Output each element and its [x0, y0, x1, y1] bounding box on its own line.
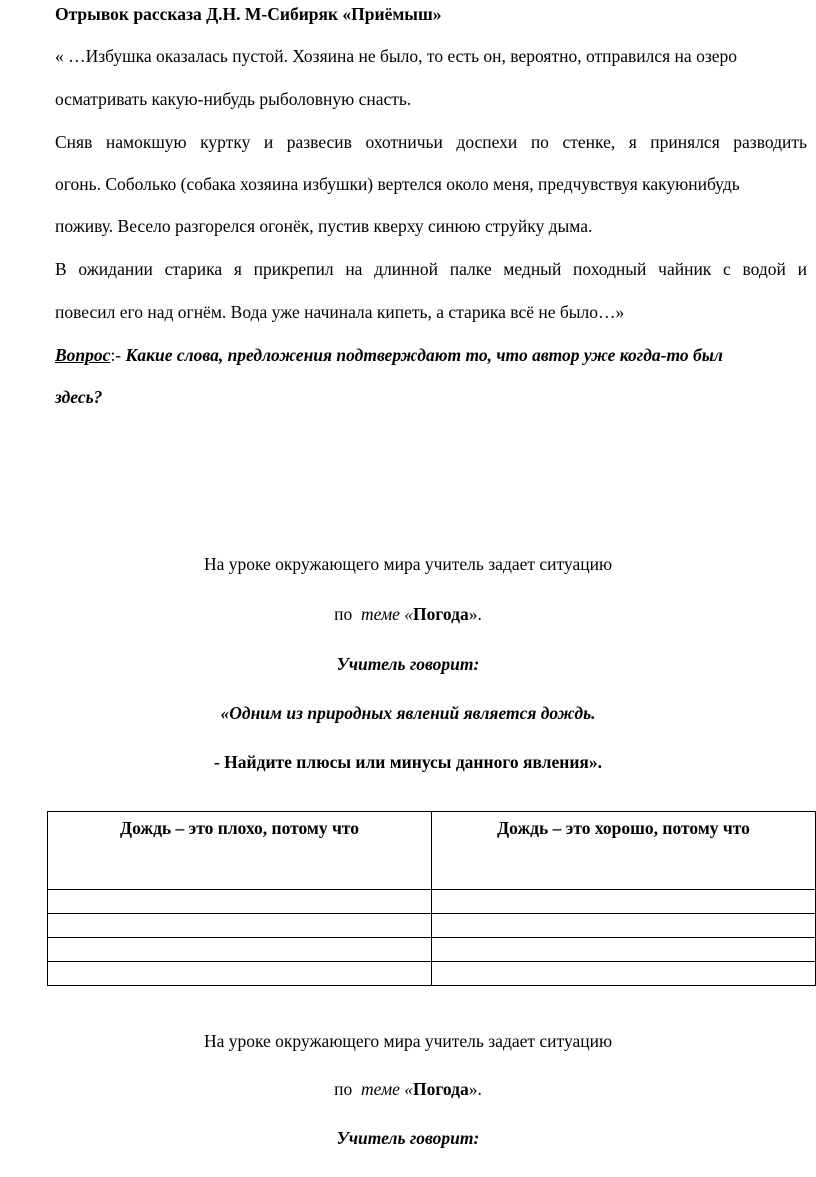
excerpt-p2-line1: Сняв намокшую куртку и развесив охотничьи доспехи по стенке, я принялся разводить: [55, 132, 807, 152]
task1-topic: по теме «Погода».: [334, 604, 482, 624]
table-row: [48, 938, 816, 962]
question-label: Вопрос: [55, 345, 111, 365]
table-cell[interactable]: [432, 914, 816, 938]
rain-pros-cons-table: [47, 811, 816, 986]
table-row: [48, 962, 816, 986]
table-cell[interactable]: [48, 914, 432, 938]
table-cell[interactable]: [432, 962, 816, 986]
excerpt-p2-line3: поживу. Весело разгорелся огонёк, пустив кверху синюю струйку дыма.: [55, 216, 593, 236]
excerpt-p2-line2: огонь. Соболько (собака хозяина избушки) вертелся около меня, предчувствуя какуюнибудь: [55, 174, 740, 194]
question: [55, 344, 723, 366]
excerpt-p1-line2: осматривать какую-нибудь рыболовную снасть.: [55, 89, 412, 109]
table-header-row: [48, 812, 816, 890]
excerpt-title: Отрывок рассказа Д.Н. М-Сибиряк «Приёмыш»: [55, 4, 442, 24]
col-good-header: Дождь – это хорошо, потому что: [432, 812, 816, 890]
task2-teacher-says: Учитель говорит:: [336, 1128, 480, 1148]
table-row: [48, 890, 816, 914]
table-row: [48, 914, 816, 938]
excerpt-p1-line1: « …Избушка оказалась пустой. Хозяина не было, то есть он, вероятно, отправился на озеро: [55, 46, 737, 66]
table-cell[interactable]: [48, 938, 432, 962]
excerpt-p3-line2: повесил его над огнём. Вода уже начинала кипеть, а старика всё не было…»: [55, 302, 625, 322]
table-cell[interactable]: [432, 938, 816, 962]
col-bad-header: Дождь – это плохо, потому что: [48, 812, 432, 890]
question-text: Какие слова, предложения подтверждают то, что автор уже когда-то был: [125, 345, 723, 365]
task1-quote: «Одним из природных явлений является дождь.: [220, 703, 596, 723]
table-cell[interactable]: [48, 962, 432, 986]
question-sep: :-: [110, 345, 122, 365]
table-cell[interactable]: [48, 890, 432, 914]
table-cell[interactable]: [432, 890, 816, 914]
task2-intro: На уроке окружающего мира учитель задает ситуацию: [203, 1031, 613, 1051]
task1-instruction: - Найдите плюсы или минусы данного явления».: [213, 752, 603, 772]
task1-teacher-says: Учитель говорит:: [336, 654, 480, 674]
question-text-cont: здесь?: [55, 387, 103, 407]
task2-topic: по теме «Погода».: [334, 1079, 482, 1099]
excerpt-p3-line1: В ожидании старика я прикрепил на длинной палке медный походный чайник с водой и: [55, 259, 807, 279]
task1-intro: На уроке окружающего мира учитель задает ситуацию: [203, 554, 613, 574]
